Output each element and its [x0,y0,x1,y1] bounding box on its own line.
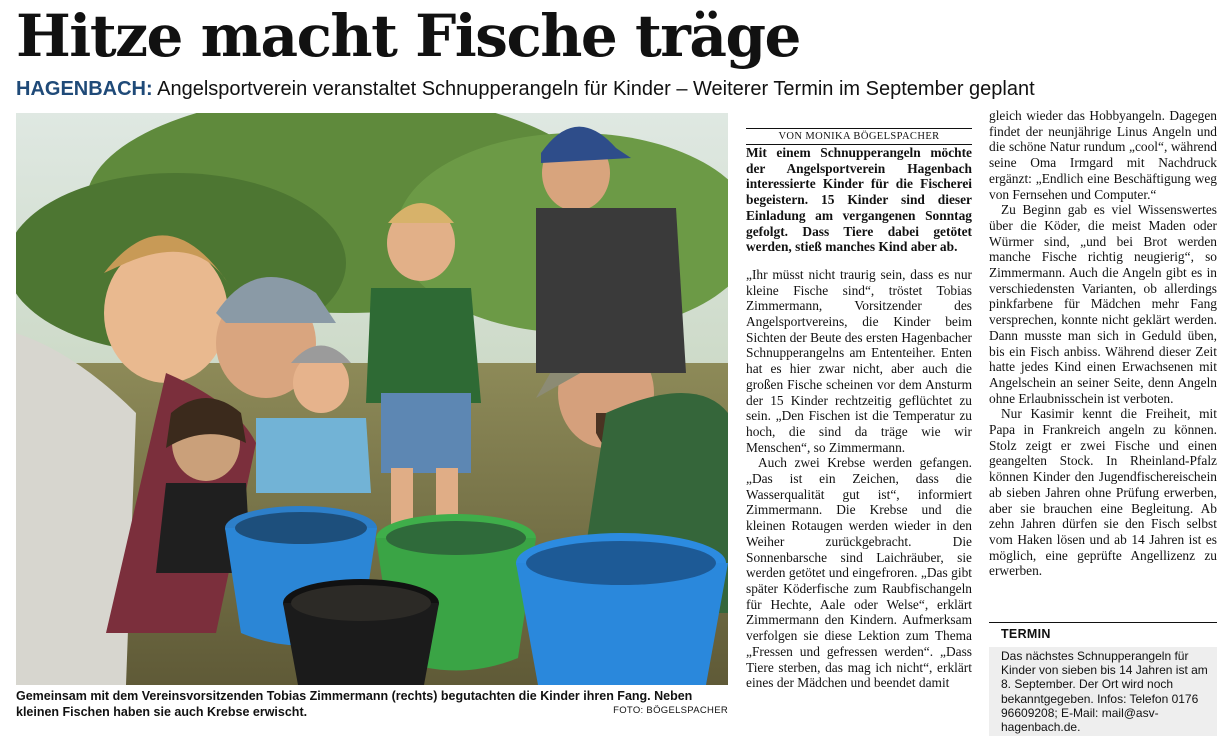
article-column-1 [746,128,972,691]
body-paragraph: „Ihr müsst nicht traurig sein, dass es nur kleine Fische sind“, tröstet Tobias Zimmermann, Vorsitzender des Angelsportvereins, die Kinder beim Sichten der Beute des ersten Hagenbacher Schnupperangelns am Ententeiher. Enten hat es hier zwar nicht, aber auch die großen Fische scheinen vor dem Ansturm der 15 Kinder rechtzeitig geflüchtet zu sein. „Den Fischen ist die Temperatur zu hoch, die sind da träge wie wir Menschen“, so Zimmermann. [746,266,972,455]
infobox-title: TERMIN [989,622,1217,642]
body-paragraph: gleich wieder das Hobbyangeln. Dagegen findet der neunjährige Linus Angeln und die schöne Natur rundum „cool“, während seine Oma Irmgard mit Nachdruck ergänzt: „Endlich eine Beschäftigung weg von Fernsehen und Computer.“ [989,108,1217,202]
body-paragraph: Auch zwei Krebse werden gefangen. „Das ist ein Zeichen, dass die Wasserqualität gut ist“, informiert Zimmermann. Die Krebse und die kleinen Rotaugen werden wieder in den Weiher zurückgebracht. Die Sonnenbarsche sind Laichräuber, sie werden getötet und eingefroren. „Das gibt später Köderfische zum Raubfischangeln für Hechte, Aale oder Welse“, erklärt Zimmermann den Kindern. Aufmerksam verfolgen sie diese Lektion zum Thema „Fressen und gefressen werden“. „Dass Tiere sterben, das mag ich nicht“, erklärt eines der Mädchen und beendet damit [746,455,972,691]
photo-credit: FOTO: BÖGELSPACHER [613,705,728,716]
kicker-location: HAGENBACH: [16,78,153,100]
subheadline-text: Angelsportverein veranstaltet Schnupperangeln für Kinder – Weiterer Termin im September geplant [157,78,1035,100]
author-byline: VON MONIKA BÖGELSPACHER [746,128,972,145]
photo-caption: Gemeinsam mit dem Vereinsvorsitzenden Tobias Zimmermann (rechts) begutachten die Kinder ihren Fang. Neben kleinen Fischen haben sie auch Krebse erwischt. [16,689,693,719]
infobox-text: Das nächstes Schnupperangeln für Kinder von sieben bis 14 Jahren ist am 8. September. Der Ort wird noch bekanntgegeben. Infos: Telefon 0176 96609208; E-Mail: mail@asv-hagenbach.de. [989,647,1217,736]
headline: Hitze macht Fische träge [16,2,800,70]
subheadline [16,76,1035,102]
body-paragraph: Nur Kasimir kennt die Freiheit, mit Papa in Frankreich angeln zu können. Stolz zeigt er zwei Fische und einen geangelten Stock. In Rheinland-Pfalz können Kinder den Jugendfischereischein ab sieben Jahren ohne Prüfung erwerben, aber sie brauchen eine Begleitung. Ab zehn Jahren dürfen sie den Fisch selbst vom Haken lösen und ab 14 Jahren ist es möglich, eine geprüfte Angellizenz zu erwerben. [989,406,1217,579]
lead-paragraph: Mit einem Schnupperangeln möchte der Angelsportverein Hagenbach interessierte Kinder für die Fischerei begeistern. 15 Kinder sind dieser Einladung am vergangenen Sonntag gefolgt. Dass Tiere dabei getötet werden, stieß manches Kind aber ab. [746,145,972,255]
article-column-2 [989,108,1217,579]
article-photo [16,113,728,685]
termin-infobox [989,622,1217,736]
body-paragraph: Zu Beginn gab es viel Wissenswertes über die Köder, die meist Maden oder Würmer sind, „und bei Brot werden manche Fische richtig neugierig“, so Zimmermann. Auch die Angeln gibt es in verschiedensten Varianten, ob allerdings pinkfarbene für Mädchen mehr Fang versprechen, konnte nicht geklärt werden. Dann musste man sich in Geduld üben, bis ein Fisch anbiss. Während dieser Zeit hatte jedes Kind einen Erwachsenen mit Angelschein an seiner Seite, denn Angeln ohne Erlaubnisschein ist verboten. [989,202,1217,406]
